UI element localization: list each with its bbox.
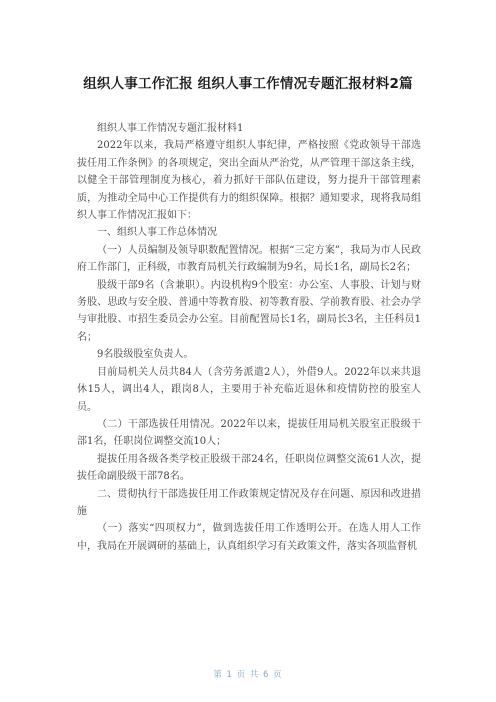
document-title: 组织人事工作汇报 组织人事工作情况专题汇报材料2篇 <box>83 76 413 92</box>
paragraph-promotion: （二）干部选拔任用情况。2022年以来，提拔任用局机关股室正股级干部1名，任职岗位调整交流10人； <box>77 418 421 448</box>
page-number: 第 1 页 共 6 页 <box>213 670 283 680</box>
paragraph-departments: 股级干部9名（含兼职）。内设机构9个股室：办公室、人事股、计划与财务股、思政与安全股、普通中等教育股、初等教育股、学前教育股、社会办学与审批股、市招生委员会办公室。目前配置局长1名，副局长3名，主任科员1名； <box>77 279 421 343</box>
paragraph-staffing: （一）人员编制及领导职数配置情况。根据“三定方案”，我局为市人民政府工作部门，正科级，市教育局机关行政编制为9名，局长1名，副局长2名； <box>77 244 421 274</box>
section-subtitle: 组织人事工作情况专题汇报材料1 <box>97 123 244 134</box>
heading-section-2: 二、贯彻执行干部选拔任用工作政策规定情况及存在问题、原因和改进措施 <box>77 488 421 517</box>
paragraph-section-heads: 9名股级股室负责人。 <box>97 349 194 361</box>
paragraph-personnel: 目前局机关人员共84人（含劳务派遣2人），外借9人。2022年以来共退休15人，调出4人，跟岗8人，主要用于补充临近退休和疫情防控的股室人员。 <box>77 366 421 413</box>
paragraph-school-promotion: 提拔任用各级各类学校正股级干部24名，任职岗位调整交流61人次，提拔任命副股级干部78名。 <box>77 453 421 483</box>
paragraph-four-powers: （一）落实“四项权力”，做到选拔任用工作透明公开。在选人用人工作中，我局在开展调研的基础上，认真组织学习有关政策文件，落实各项监督机 <box>77 523 421 552</box>
document-body <box>77 120 421 555</box>
heading-section-1: 一、组织人事工作总体情况 <box>97 227 217 239</box>
paragraph-intro: 2022年以来，我局严格遵守组织人事纪律，严格按照《党政领导干部选拔任用工作条例》的各项规定，突出全面从严治党，从严管理干部这条主线，以健全干部管理制度为核心，着力抓好干部队伍建设，努力提升干部管理素质，为推动全局中心工作提供有力的组织保障。根据？通知要求，现将我局组织人事工作情况汇报如下： <box>77 140 421 222</box>
